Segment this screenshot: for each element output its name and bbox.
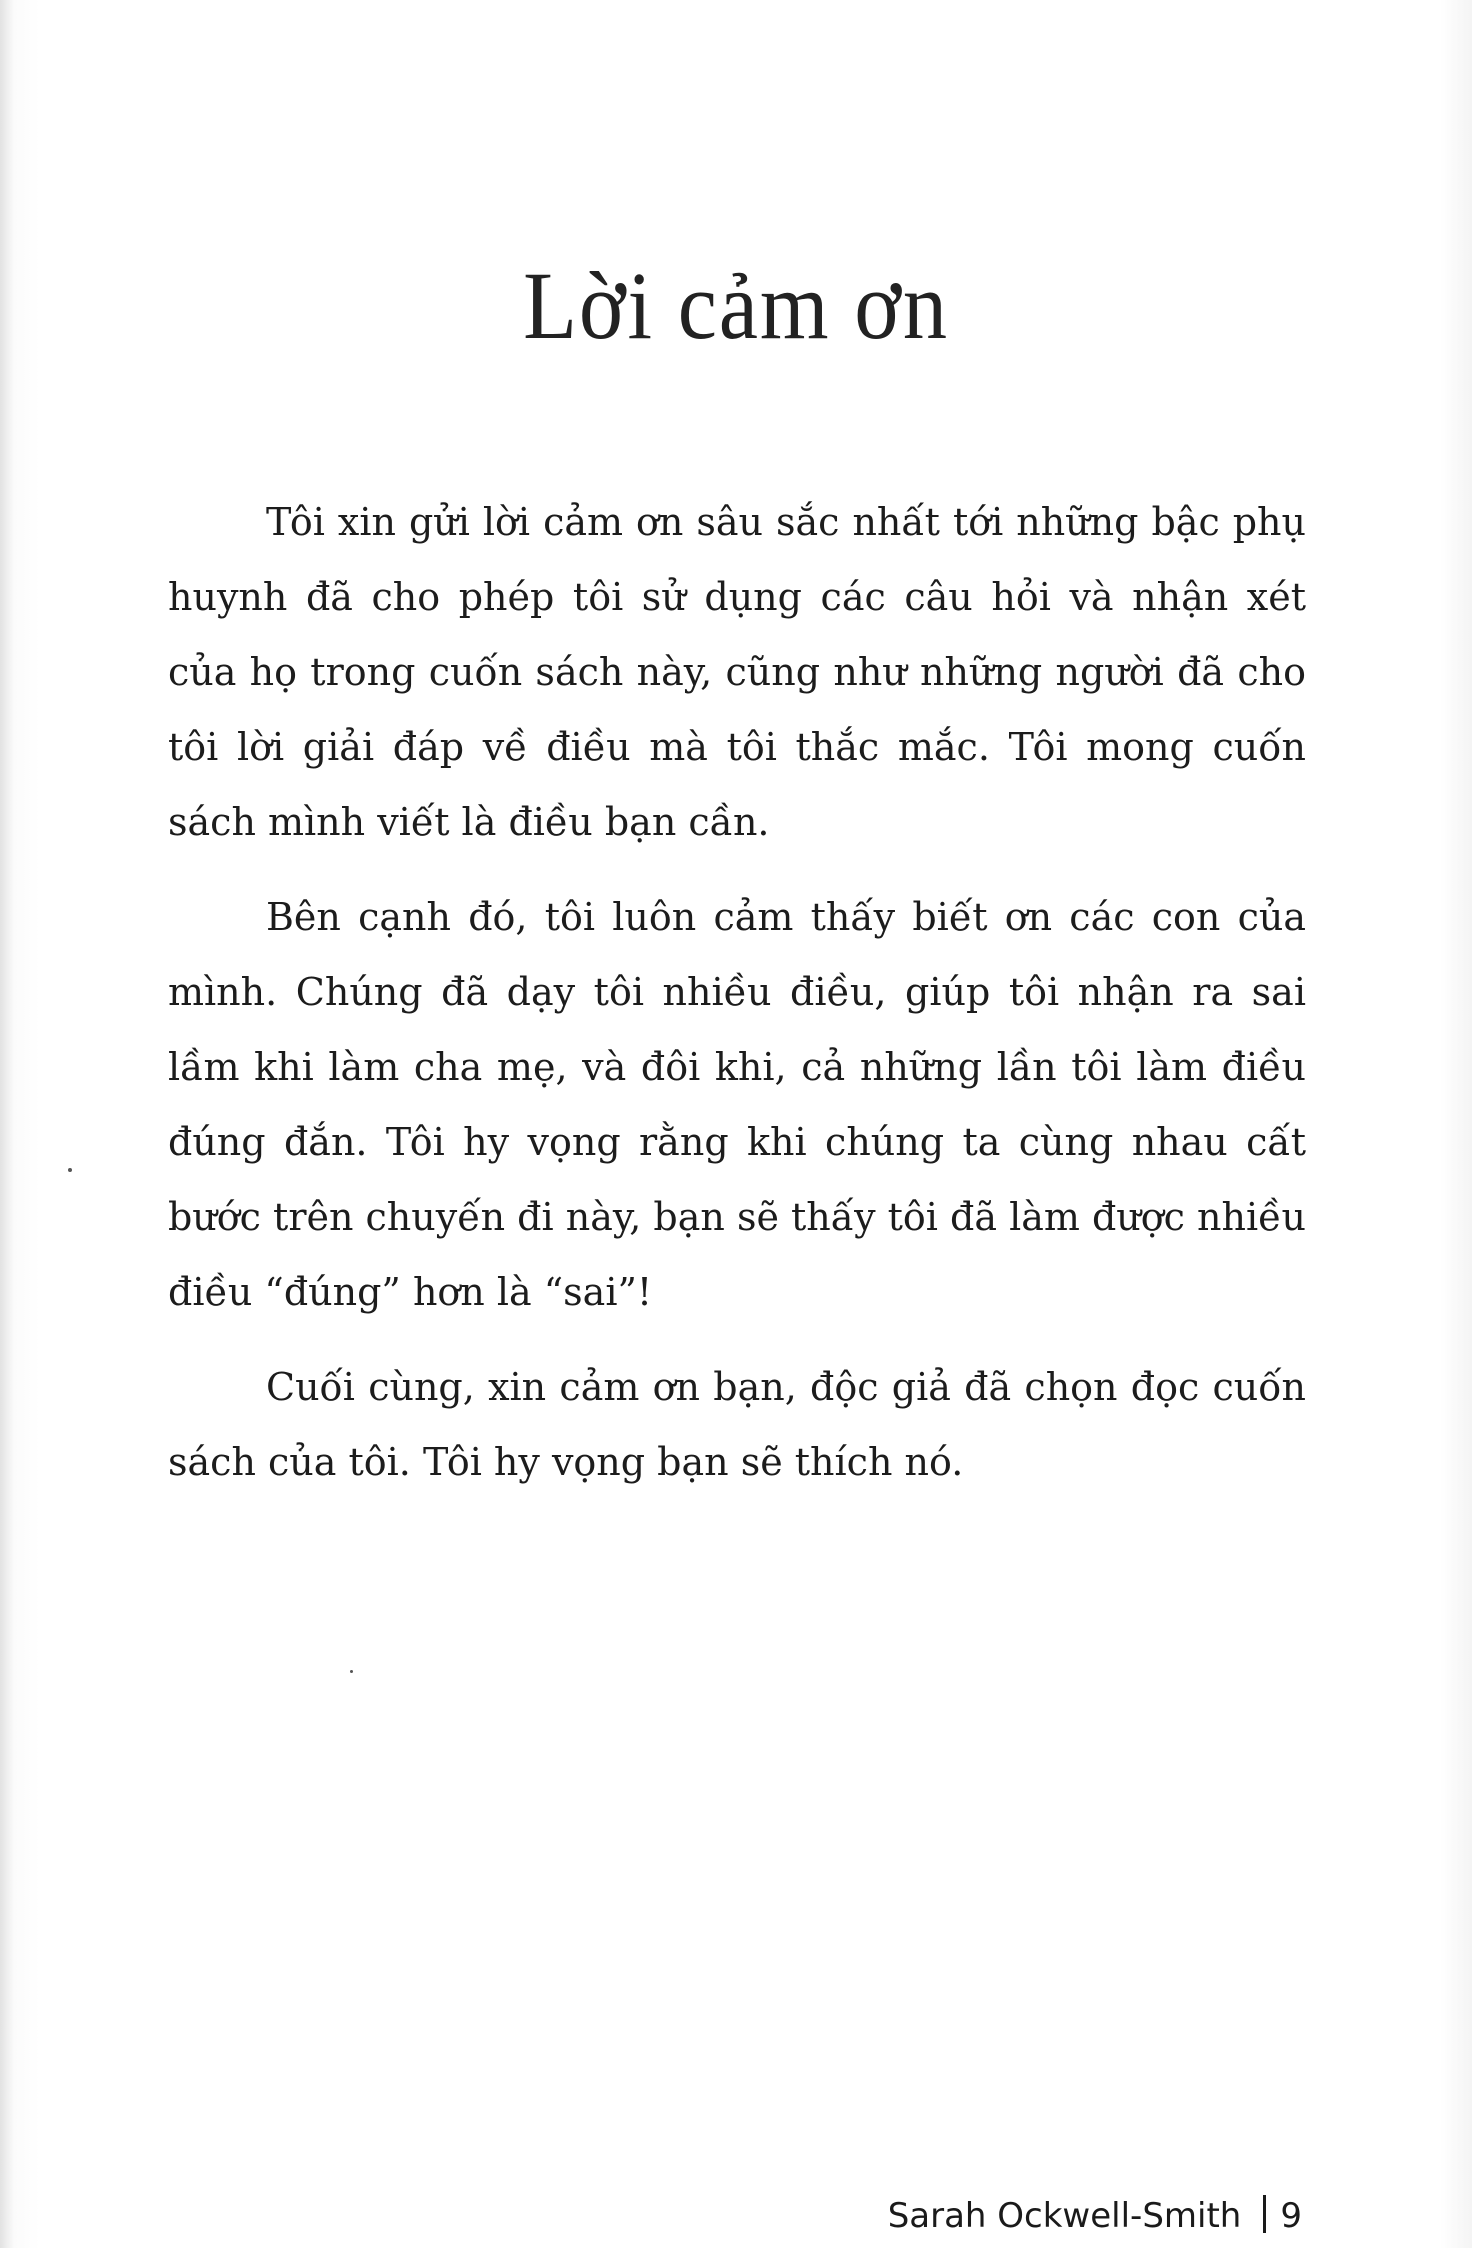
- print-speck: [68, 1168, 72, 1172]
- page-number: 9: [1280, 2196, 1302, 2236]
- footer-author: Sarah Ockwell-Smith: [887, 2196, 1242, 2236]
- page-footer: [0, 2195, 1302, 2236]
- body-text: [168, 485, 1306, 1520]
- paragraph: Bên cạnh đó, tôi luôn cảm thấy biết ơn các con của mình. Chúng đã dạy tôi nhiều điều, giúp tôi nhận ra sai lầm khi làm cha mẹ, và đôi khi, cả những lần tôi làm điều đúng đắn. Tôi hy vọng rằng khi chúng ta cùng nhau cất bước trên chuyến đi này, bạn sẽ thấy tôi đã làm được nhiều điều “đúng” hơn là “sai”!: [168, 895, 1306, 1314]
- paragraph: Tôi xin gửi lời cảm ơn sâu sắc nhất tới những bậc phụ huynh đã cho phép tôi sử dụng các câu hỏi và nhận xét của họ trong cuốn sách này, cũng như những người đã cho tôi lời giải đáp về điều mà tôi thắc mắc. Tôi mong cuốn sách mình viết là điều bạn cần.: [168, 500, 1306, 844]
- paragraph: Cuối cùng, xin cảm ơn bạn, độc giả đã chọn đọc cuốn sách của tôi. Tôi hy vọng bạn sẽ thích nó.: [168, 1365, 1306, 1484]
- page-title: Lời cảm ơn: [523, 252, 949, 359]
- footer-separator: [1263, 2195, 1266, 2233]
- print-speck: [350, 1670, 353, 1673]
